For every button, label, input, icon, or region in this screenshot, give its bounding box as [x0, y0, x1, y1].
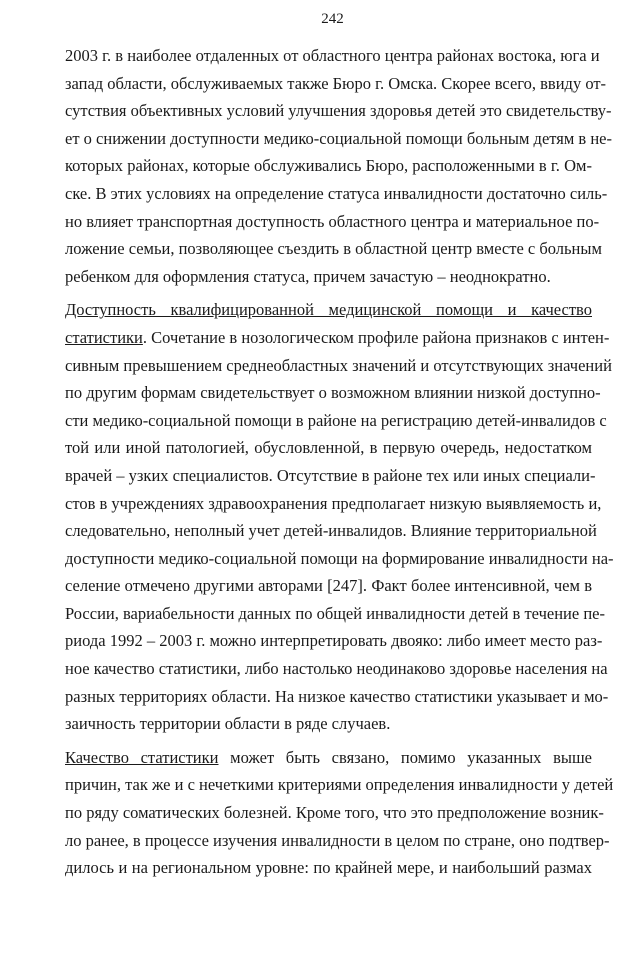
text-line: ное качество статистики, либо настолько неодинаково здоровье населения на	[65, 659, 608, 679]
text-line	[65, 324, 610, 352]
text-line: причин, так же и с нечеткими критериями определения инвалидности у детей	[65, 775, 614, 795]
text-line: доступности медико-социальной помощи на формирование инвалидности на-	[65, 548, 614, 568]
text-line	[65, 296, 592, 324]
text-line: по другим формам свидетельствует о возможном влиянии низкой доступно-	[65, 383, 601, 403]
text-line: риода 1992 – 2003 г. можно интерпретировать двояко: либо имеет место раз-	[65, 631, 603, 651]
text-line: сти медико-социальной помощи в районе на регистрацию детей-инвалидов с	[65, 410, 607, 430]
paragraph-2	[65, 296, 614, 738]
text-line: следовательно, неполный учет детей-инвалидов. Влияние территориальной	[65, 521, 597, 541]
text-line: но влияет транспортная доступность областного центра и материальное по-	[65, 211, 600, 231]
text-line: по ряду соматических болезней. Кроме того, что это предположение возник-	[65, 803, 604, 823]
text-line: 2003 г. в наиболее отдаленных от областного центра районах востока, юга и	[65, 46, 600, 65]
section-heading-continued: статистики	[65, 327, 143, 347]
text-line: разных территориях области. На низкое качество статистики указывает и мо-	[65, 686, 609, 706]
section-heading: Доступность квалифицированной медицинской помощи и качество	[65, 300, 592, 320]
text-run: может быть связано, помимо указанных выше	[218, 747, 592, 767]
text-line: сивным превышением среднеобластных значений и отсутствующих значений	[65, 355, 612, 375]
text-line: ребенком для оформления статуса, причем зачастую – неоднократно.	[65, 266, 551, 286]
text-line: ске. В этих условиях на определение статуса инвалидности достаточно силь-	[65, 183, 608, 203]
text-line: врачей – узких специалистов. Отсутствие в районе тех или иных специали-	[65, 465, 596, 485]
text-line: селение отмечено другими авторами [247]. Факт более интенсивной, чем в	[65, 576, 592, 596]
section-heading: Качество статистики	[65, 747, 219, 767]
page-number: 242	[321, 11, 344, 27]
paragraph-3	[65, 744, 614, 882]
text-line: России, вариабельности данных по общей инвалидности детей в течение пе-	[65, 603, 605, 623]
text-line: стов в учреждениях здравоохранения предполагает низкую выявляемость и,	[65, 493, 602, 513]
text-line: сутствия объективных условий улучшения здоровья детей это свидетельству-	[65, 101, 612, 121]
text-line: запад области, обслуживаемых также Бюро г. Омска. Скорее всего, ввиду от-	[65, 73, 607, 93]
paragraph-1	[65, 42, 612, 290]
text-run: . Сочетание в нозологическом профиле района признаков с интен-	[142, 327, 610, 347]
text-line: ет о снижении доступности медико-социальной помощи больным детям в не-	[65, 128, 612, 148]
text-line: той или иной патологией, обусловленной, в первую очередь, недостатком	[65, 438, 592, 458]
text-line	[65, 744, 592, 772]
text-line: дилось и на региональном уровне: по крайней мере, и наибольший размах	[65, 858, 592, 878]
text-line: заичность территории области в ряде случаев.	[65, 714, 391, 734]
text-line: ло ранее, в процессе изучения инвалидности в целом по стране, оно подтвер-	[65, 830, 610, 850]
text-line: ложение семьи, позволяющее съездить в областной центр вместе с больным	[65, 239, 602, 259]
text-line: которых районах, которые обслуживались Бюро, расположенными в г. Ом-	[65, 156, 592, 176]
